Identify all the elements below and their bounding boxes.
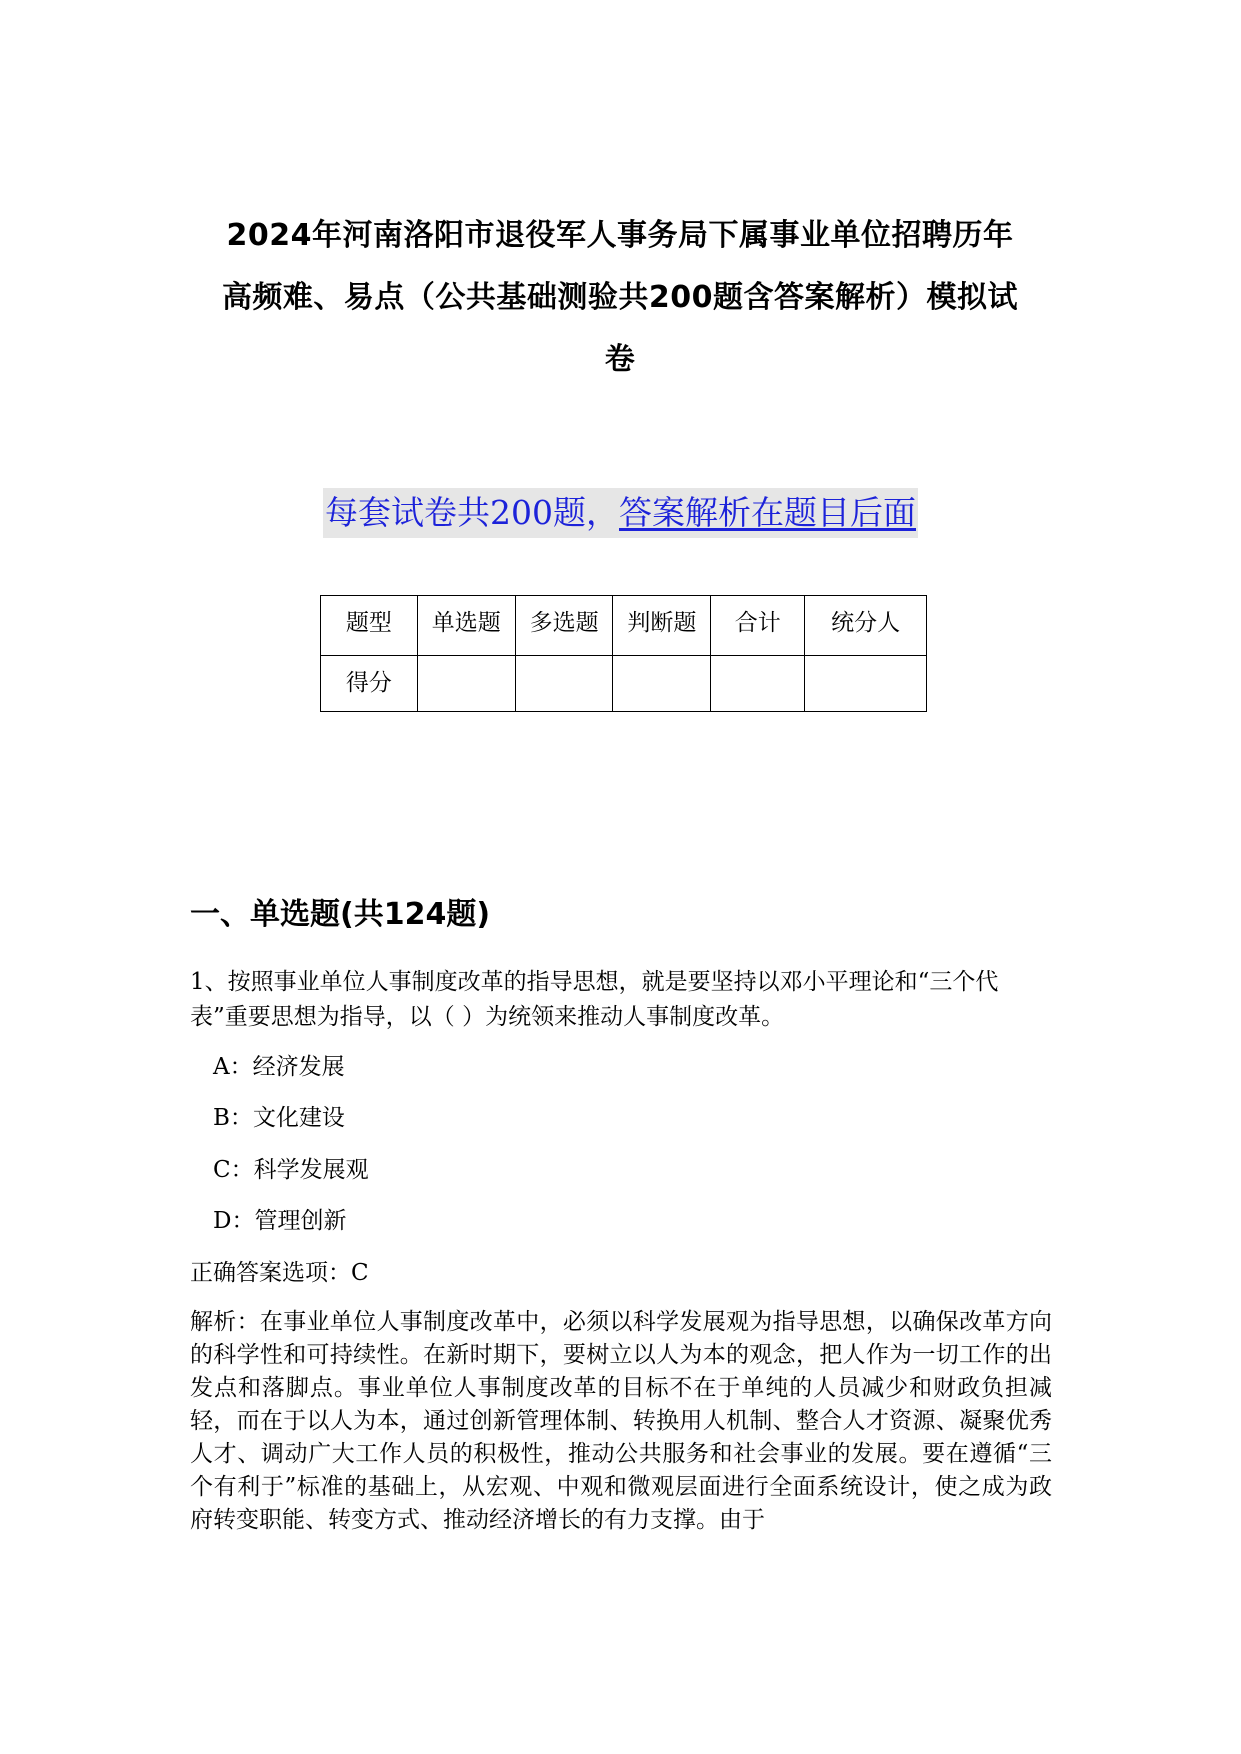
document-title bbox=[175, 205, 1065, 391]
score-cell-scorer[interactable] bbox=[805, 656, 927, 712]
question-1-option-a: A：经济发展 bbox=[213, 1054, 345, 1080]
score-table bbox=[320, 595, 927, 712]
header-cell-total: 合计 bbox=[711, 596, 805, 656]
header-cell-multi-choice: 多选题 bbox=[515, 596, 613, 656]
question-1-answer: 正确答案选项：C bbox=[190, 1260, 369, 1286]
question-1-option-b: B：文化建设 bbox=[213, 1105, 345, 1131]
score-cell-true-false[interactable] bbox=[613, 656, 711, 712]
subtitle bbox=[323, 488, 918, 538]
score-row-label: 得分 bbox=[321, 656, 418, 712]
header-cell-type: 题型 bbox=[321, 596, 418, 656]
header-cell-single-choice: 单选题 bbox=[417, 596, 515, 656]
title-line-3: 卷 bbox=[604, 342, 636, 377]
section-heading: 一、单选题(共124题) bbox=[190, 897, 491, 932]
question-1-option-d: D：管理创新 bbox=[213, 1208, 347, 1234]
question-1-text: 1、按照事业单位人事制度改革的指导思想，就是要坚持以邓小平理论和“三个代表”重要思想为指导，以（ ）为统领来推动人事制度改革。 bbox=[190, 969, 999, 1030]
subtitle-banner bbox=[0, 488, 1241, 538]
question-1-analysis: 解析：在事业单位人事制度改革中，必须以科学发展观为指导思想，以确保改革方向的科学性和可持续性。在新时期下，要树立以人为本的观念，把人作为一切工作的出发点和落脚点。事业单位人事制度改革的目标不在于单纯的人员减少和财政负担减轻，而在于以人为本，通过创新管理体制、转换用人机制、整合人才资源、凝聚优秀人才、调动广大工作人员的积极性，推动公共服务和社会事业的发展。要在遵循“三个有利于”标准的基础上，从宏观、中观和微观层面进行全面系统设计，使之成为政府转变职能、转变方式、推动经济增长的有力支撑。由于 bbox=[190, 1309, 1052, 1533]
score-cell-single-choice[interactable] bbox=[417, 656, 515, 712]
score-cell-total[interactable] bbox=[711, 656, 805, 712]
header-cell-scorer: 统分人 bbox=[805, 596, 927, 656]
score-table-header-row bbox=[321, 596, 927, 656]
title-line-1: 2024年河南洛阳市退役军人事务局下属事业单位招聘历年 bbox=[226, 218, 1014, 253]
subtitle-link[interactable]: 答案解析在题目后面 bbox=[619, 493, 916, 532]
title-line-2: 高频难、易点（公共基础测验共200题含答案解析）模拟试 bbox=[221, 280, 1019, 315]
header-cell-true-false: 判断题 bbox=[613, 596, 711, 656]
score-table-score-row bbox=[321, 656, 927, 712]
subtitle-text: 每套试卷共200题， bbox=[325, 493, 619, 532]
score-cell-multi-choice[interactable] bbox=[515, 656, 613, 712]
question-1-option-c: C：科学发展观 bbox=[213, 1157, 369, 1183]
